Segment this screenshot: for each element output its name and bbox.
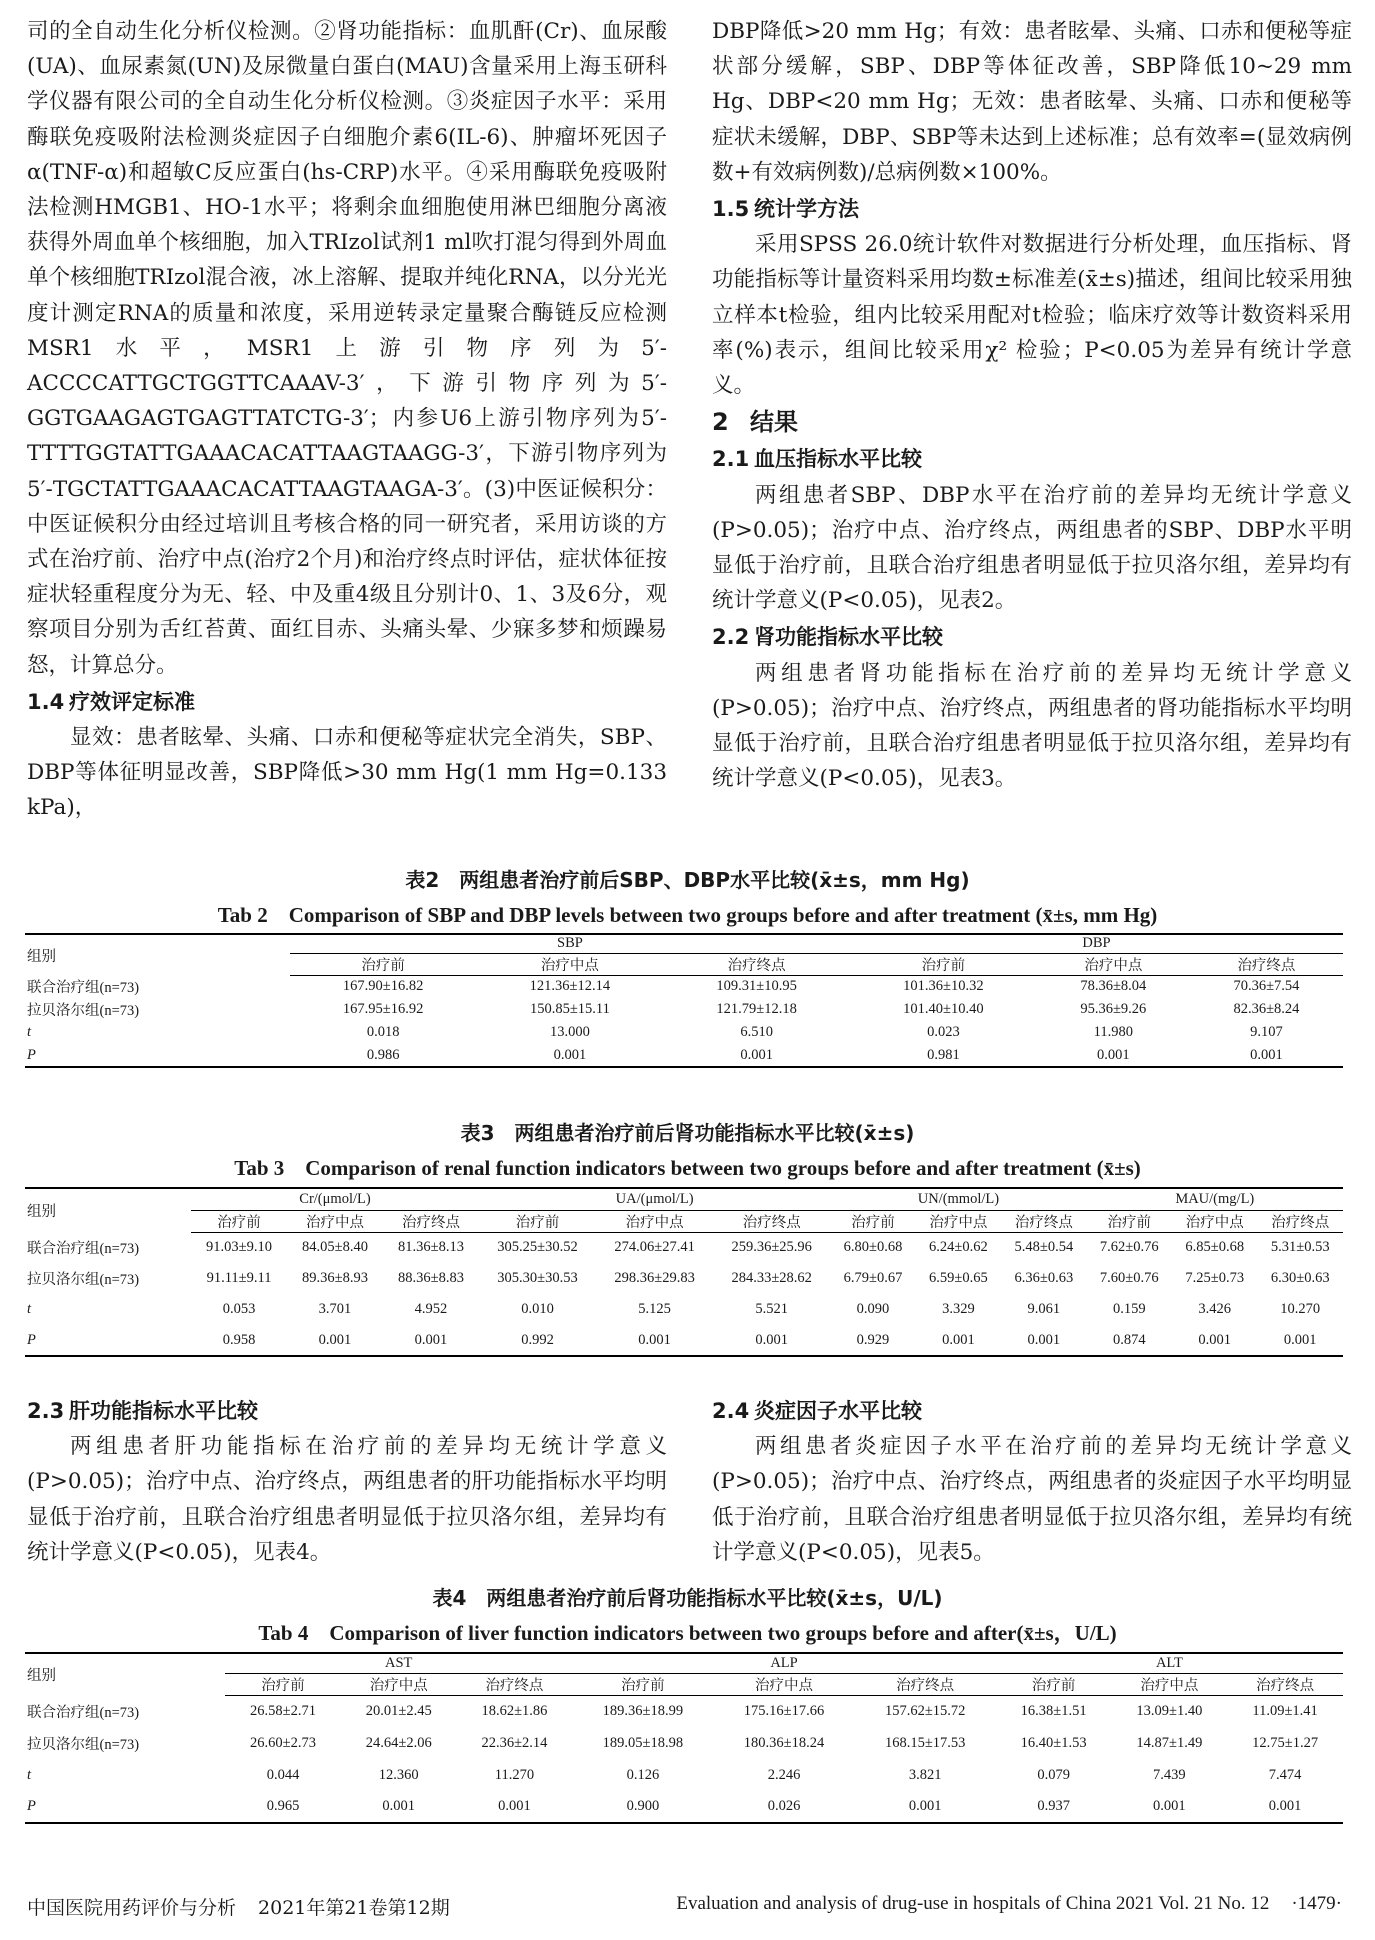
table4-caption-en: Tab 4 Comparison of liver function indicators between two groups before and after(x̄±s，U/L): [258, 1621, 1117, 1645]
phase-header: 治疗终点: [1190, 953, 1343, 975]
table3-header-un: UN/(mmol/L): [830, 1188, 1086, 1210]
paragraph-1-4-continued: DBP降低>20 mm Hg；有效：患者眩晕、头痛、口赤和便秘等症状部分缓解，SBP、DBP等体征改善，SBP降低10~29 mm Hg、DBP<20 mm Hg；无效：患者眩晕、头痛、口赤和便秘等症状未缓解，DBP、SBP等未达到上述标准；总有效率=(显效病例数+有效病例数)/总病例数×100%。: [712, 19, 1352, 185]
table4: 组别 AST ALP ALT 治疗前 治疗中点 治疗终点 治疗前 治疗中点 治疗终点 治疗前 治疗中点 治疗终点 联合治疗组(n=73) 26.58±2.71 20.01±2.45 18.62±1.86 189.36±18.99 175.16±17.66 157.62±15.72 16.38±1.51 13.09±1.40 11.09±1.41 拉贝洛尔组(n=73) 26.60±2.73 24.64±2.06 22.36±2.14 189.05±18.98 180.36±18.24 168.15±17.53 16.40±1.53 14.87±1.49 12.75±1.27 t 0.044 12.360 11.270 0.126 2.246 3.821 0.079 7.439 7.474 P 0.965 0.001 0.001 0.900 0.026 0.001 0.937 0.001 0.001: [25, 1652, 1343, 1824]
table-row: 联合治疗组(n=73) 26.58±2.71 20.01±2.45 18.62±1.86 189.36±18.99 175.16±17.66 157.62±15.72 16.38±1.51 13.09±1.40 11.09±1.41: [27, 1702, 1318, 1721]
paragraph-2-3: 两组患者肝功能指标在治疗前的差异均无统计学意义(P>0.05)；治疗中点、治疗终点，两组患者的肝功能指标水平均明显低于治疗前，且联合治疗组患者明显低于拉贝洛尔组，差异均有统计学意义(P<0.05)，见表4。: [27, 1434, 667, 1565]
heading-2: 2 结果: [712, 408, 798, 437]
paragraph-2-2: 两组患者肾功能指标在治疗前的差异均无统计学意义(P>0.05)；治疗中点、治疗终点，两组患者的肾功能指标水平均明显低于治疗前，且联合治疗组患者明显低于拉贝洛尔组，差异均有统计学意义(P<0.05)，见表3。: [712, 660, 1352, 792]
section-2-3: [27, 1392, 667, 1570]
table-row: 联合治疗组(n=73) 167.90±16.82 121.36±12.14 109.31±10.95 101.36±10.32 78.36±8.04 70.36±7.54: [27, 978, 1300, 996]
heading-2-2: 2.2 肾功能指标水平比较: [712, 625, 943, 650]
paragraph-2-4: 两组患者炎症因子水平在治疗前的差异均无统计学意义(P>0.05)；治疗中点、治疗终点，两组患者的炎症因子水平均明显低于治疗前，且联合治疗组患者明显低于拉贝洛尔组，差异均有统计学意义(P<0.05)，见表5。: [712, 1434, 1352, 1565]
phase-header: 治疗终点: [663, 953, 850, 975]
table2-caption-cn: 表2 两组患者治疗前后SBP、DBP水平比较(x̄±s，mm Hg): [405, 868, 970, 892]
table-row: 拉贝洛尔组(n=73) 91.11±9.11 89.36±8.93 88.36±8.83 305.30±30.53 298.36±29.83 284.33±28.62 6.79±0.67 6.59±0.65 6.36±0.63 7.60±0.76 7.25±0.73 6.30±0.63: [27, 1270, 1330, 1288]
table3: 组别 Cr/(μmol/L) UA/(μmol/L) UN/(mmol/L) MAU/(mg/L) 治疗前 治疗中点 治疗终点 治疗前 治疗中点 治疗终点 治疗前 治疗中点 治疗终点 治疗前 治疗中点 治疗终点 联合治疗组(n=73) 91.03±9.10 84.05±8.40 81.36±8.13 305.25±30.52 274.06±27.41 259.36±25.96 6.80±0.68 6.24±0.62 5.48±0.54 7.62±0.76 6.85±0.68 5.31±0.53 拉贝洛尔组(n=73) 91.11±9.11 89.36±8.93 88.36±8.83 305.30±30.53 298.36±29.83 284.33±28.62 6.79±0.67 6.59±0.65 6.36±0.63 7.60±0.76 7.25±0.73 6.30±0.63 t 0.053 3.701 4.952 0.010 5.125 5.521 0.090 3.329 9.061 0.159 3.426 10.270 P 0.958 0.001 0.001 0.992 0.001 0.001 0.929 0.001 0.001 0.874 0.001 0.001: [25, 1187, 1343, 1357]
heading-2-4: 2.4 炎症因子水平比较: [712, 1399, 922, 1423]
table2: [25, 933, 1343, 1068]
table-row: t 0.018 13.000 6.510 0.023 11.980 9.107: [27, 1024, 1283, 1040]
group-header: 组别: [25, 1653, 225, 1695]
phase-header: 治疗中点: [1037, 953, 1190, 975]
table-row: P 0.958 0.001 0.001 0.992 0.001 0.001 0.929 0.001 0.001 0.874 0.001 0.001: [25, 1325, 1343, 1356]
phase-header: 治疗前: [850, 953, 1037, 975]
group-header: 组别: [25, 934, 290, 975]
table-row: P 0.986 0.001 0.001 0.981 0.001 0.001: [25, 1044, 1343, 1067]
footer-journal-cn: 中国医院用药评价与分析 2021年第21卷第12期: [27, 1897, 450, 1919]
table-row: t 0.044 12.360 11.270 0.126 2.246 3.821 0.079 7.439 7.474: [27, 1766, 1302, 1783]
table2-header-sbp: SBP: [290, 934, 850, 953]
table3-caption-en: Tab 3 Comparison of renal function indicators between two groups before and after treatment (x̄±s): [234, 1156, 1141, 1180]
paragraph-2-1: 两组患者SBP、DBP水平在治疗前的差异均无统计学意义(P>0.05)；治疗中点、治疗终点，两组患者的SBP、DBP水平明显低于治疗前，且联合治疗组患者明显低于拉贝洛尔组，差异均有统计学意义(P<0.05)，见表2。: [712, 482, 1352, 614]
table4-header-ast: AST: [225, 1653, 572, 1673]
table2-caption-en: Tab 2 Comparison of SBP and DBP levels between two groups before and after treatment (x̄±s, mm Hg): [217, 903, 1158, 927]
group-header: 组别: [25, 1188, 191, 1232]
heading-1-5: 1.5 统计学方法: [712, 197, 859, 222]
heading-1-4: 1.4 疗效评定标准: [27, 689, 195, 714]
table4-header-alp: ALP: [572, 1653, 995, 1673]
paragraph-1-5: 采用SPSS 26.0统计软件对数据进行分析处理，血压指标、肾功能指标等计量资料采用均数±标准差(x̄±s)描述，组间比较采用独立样本t检验，组内比较采用配对t检验；临床疗效等计数资料采用率(%)表示，组间比较采用χ² 检验；P<0.05为差异有统计学意义。: [712, 232, 1352, 399]
phase-header: 治疗中点: [477, 953, 664, 975]
paragraph-methods-continued: 司的全自动生化分析仪检测。②肾功能指标：血肌酐(Cr)、血尿酸(UA)、血尿素氮(UN)及尿微量白蛋白(MAU)含量采用上海玉研科学仪器有限公司的全自动生化分析仪检测。③炎症因子水平：采用酶联免疫吸附法检测炎症因子白细胞介素6(IL-6)、肿瘤坏死因子α(TNF-α)和超敏C反应蛋白(hs-CRP)水平。④采用酶联免疫吸附法检测HMGB1、HO-1水平；将剩余血细胞使用淋巴细胞分离液获得外周血单个核细胞，加入TRIzol试剂1 ml吹打混匀得到外周血单个核细胞TRIzol混合液，冰上溶解、提取并纯化RNA，以分光光度计测定RNA的质量和浓度，采用逆转录定量聚合酶链反应检测MSR1水平，MSR1上游引物序列为5′-ACCCCATTGCTGGTTCAAAV-3′，下游引物序列为5′-GGTGAAGAGTGAGTTATCTG-3′；内参U6上游引物序列为5′-TTTTGGTATTGAAACACATTAAGTAAGG-3′，下游引物序列为5′-TGCTATTGAAACACATTAAGTAAGA-3′。(3)中医证候积分：中医证候积分由经过培训且考核合格的同一研究者，采用访谈的方式在治疗前、治疗中点(治疗2个月)和治疗终点时评估，症状体征按症状轻重程度分为无、轻、中及重4级且分别计0、1、3及6分，观察项目分别为舌红苔黄、面红目赤、头痛头晕、少寐多梦和烦躁易怒，计算总分。: [27, 19, 667, 678]
table4-caption-cn: 表4 两组患者治疗前后肾功能指标水平比较(x̄±s，U/L): [432, 1586, 943, 1610]
phase-header: 治疗前: [290, 953, 477, 975]
left-column: [27, 14, 667, 826]
table3-header-ua: UA/(μmol/L): [479, 1188, 830, 1210]
paragraph-1-4: 显效：患者眩晕、头痛、口赤和便秘等症状完全消失，SBP、DBP等体征明显改善，SBP降低>30 mm Hg(1 mm Hg=0.133 kPa)，: [27, 725, 667, 821]
page-number: ·1479·: [1291, 1893, 1342, 1914]
table2-header-dbp: DBP: [850, 934, 1343, 953]
section-2-4: [712, 1392, 1352, 1570]
table-row: 拉贝洛尔组(n=73) 26.60±2.73 24.64±2.06 22.36±2.14 189.05±18.98 180.36±18.24 168.15±17.53 16.40±1.53 14.87±1.49 12.75±1.27: [27, 1734, 1319, 1753]
table-row: t 0.053 3.701 4.952 0.010 5.125 5.521 0.090 3.329 9.061 0.159 3.426 10.270: [27, 1301, 1321, 1317]
table3-header-cr: Cr/(μmol/L): [191, 1188, 479, 1210]
right-column: [712, 14, 1352, 796]
heading-2-3: 2.3 肝功能指标水平比较: [27, 1399, 258, 1423]
footer-journal-en: Evaluation and analysis of drug-use in hospitals of China 2021 Vol. 21 No. 12 ·1479·: [676, 1893, 1342, 1914]
table-row: 拉贝洛尔组(n=73) 167.95±16.92 150.85±15.11 121.79±12.18 101.40±10.40 95.36±9.26 82.36±8.24: [27, 1001, 1300, 1019]
heading-2-1: 2.1 血压指标水平比较: [712, 447, 922, 472]
table3-caption-cn: 表3 两组患者治疗前后肾功能指标水平比较(x̄±s): [460, 1121, 915, 1145]
table-row: P 0.965 0.001 0.001 0.900 0.026 0.001 0.937 0.001 0.001: [25, 1791, 1343, 1823]
table4-header-alt: ALT: [996, 1653, 1343, 1673]
table3-header-mau: MAU/(mg/L): [1087, 1188, 1343, 1210]
table-row: 联合治疗组(n=73) 91.03±9.10 84.05±8.40 81.36±8.13 305.25±30.52 274.06±27.41 259.36±25.96 6.80±0.68 6.24±0.62 5.48±0.54 7.62±0.76 6.85±0.68 5.31±0.53: [27, 1239, 1330, 1257]
